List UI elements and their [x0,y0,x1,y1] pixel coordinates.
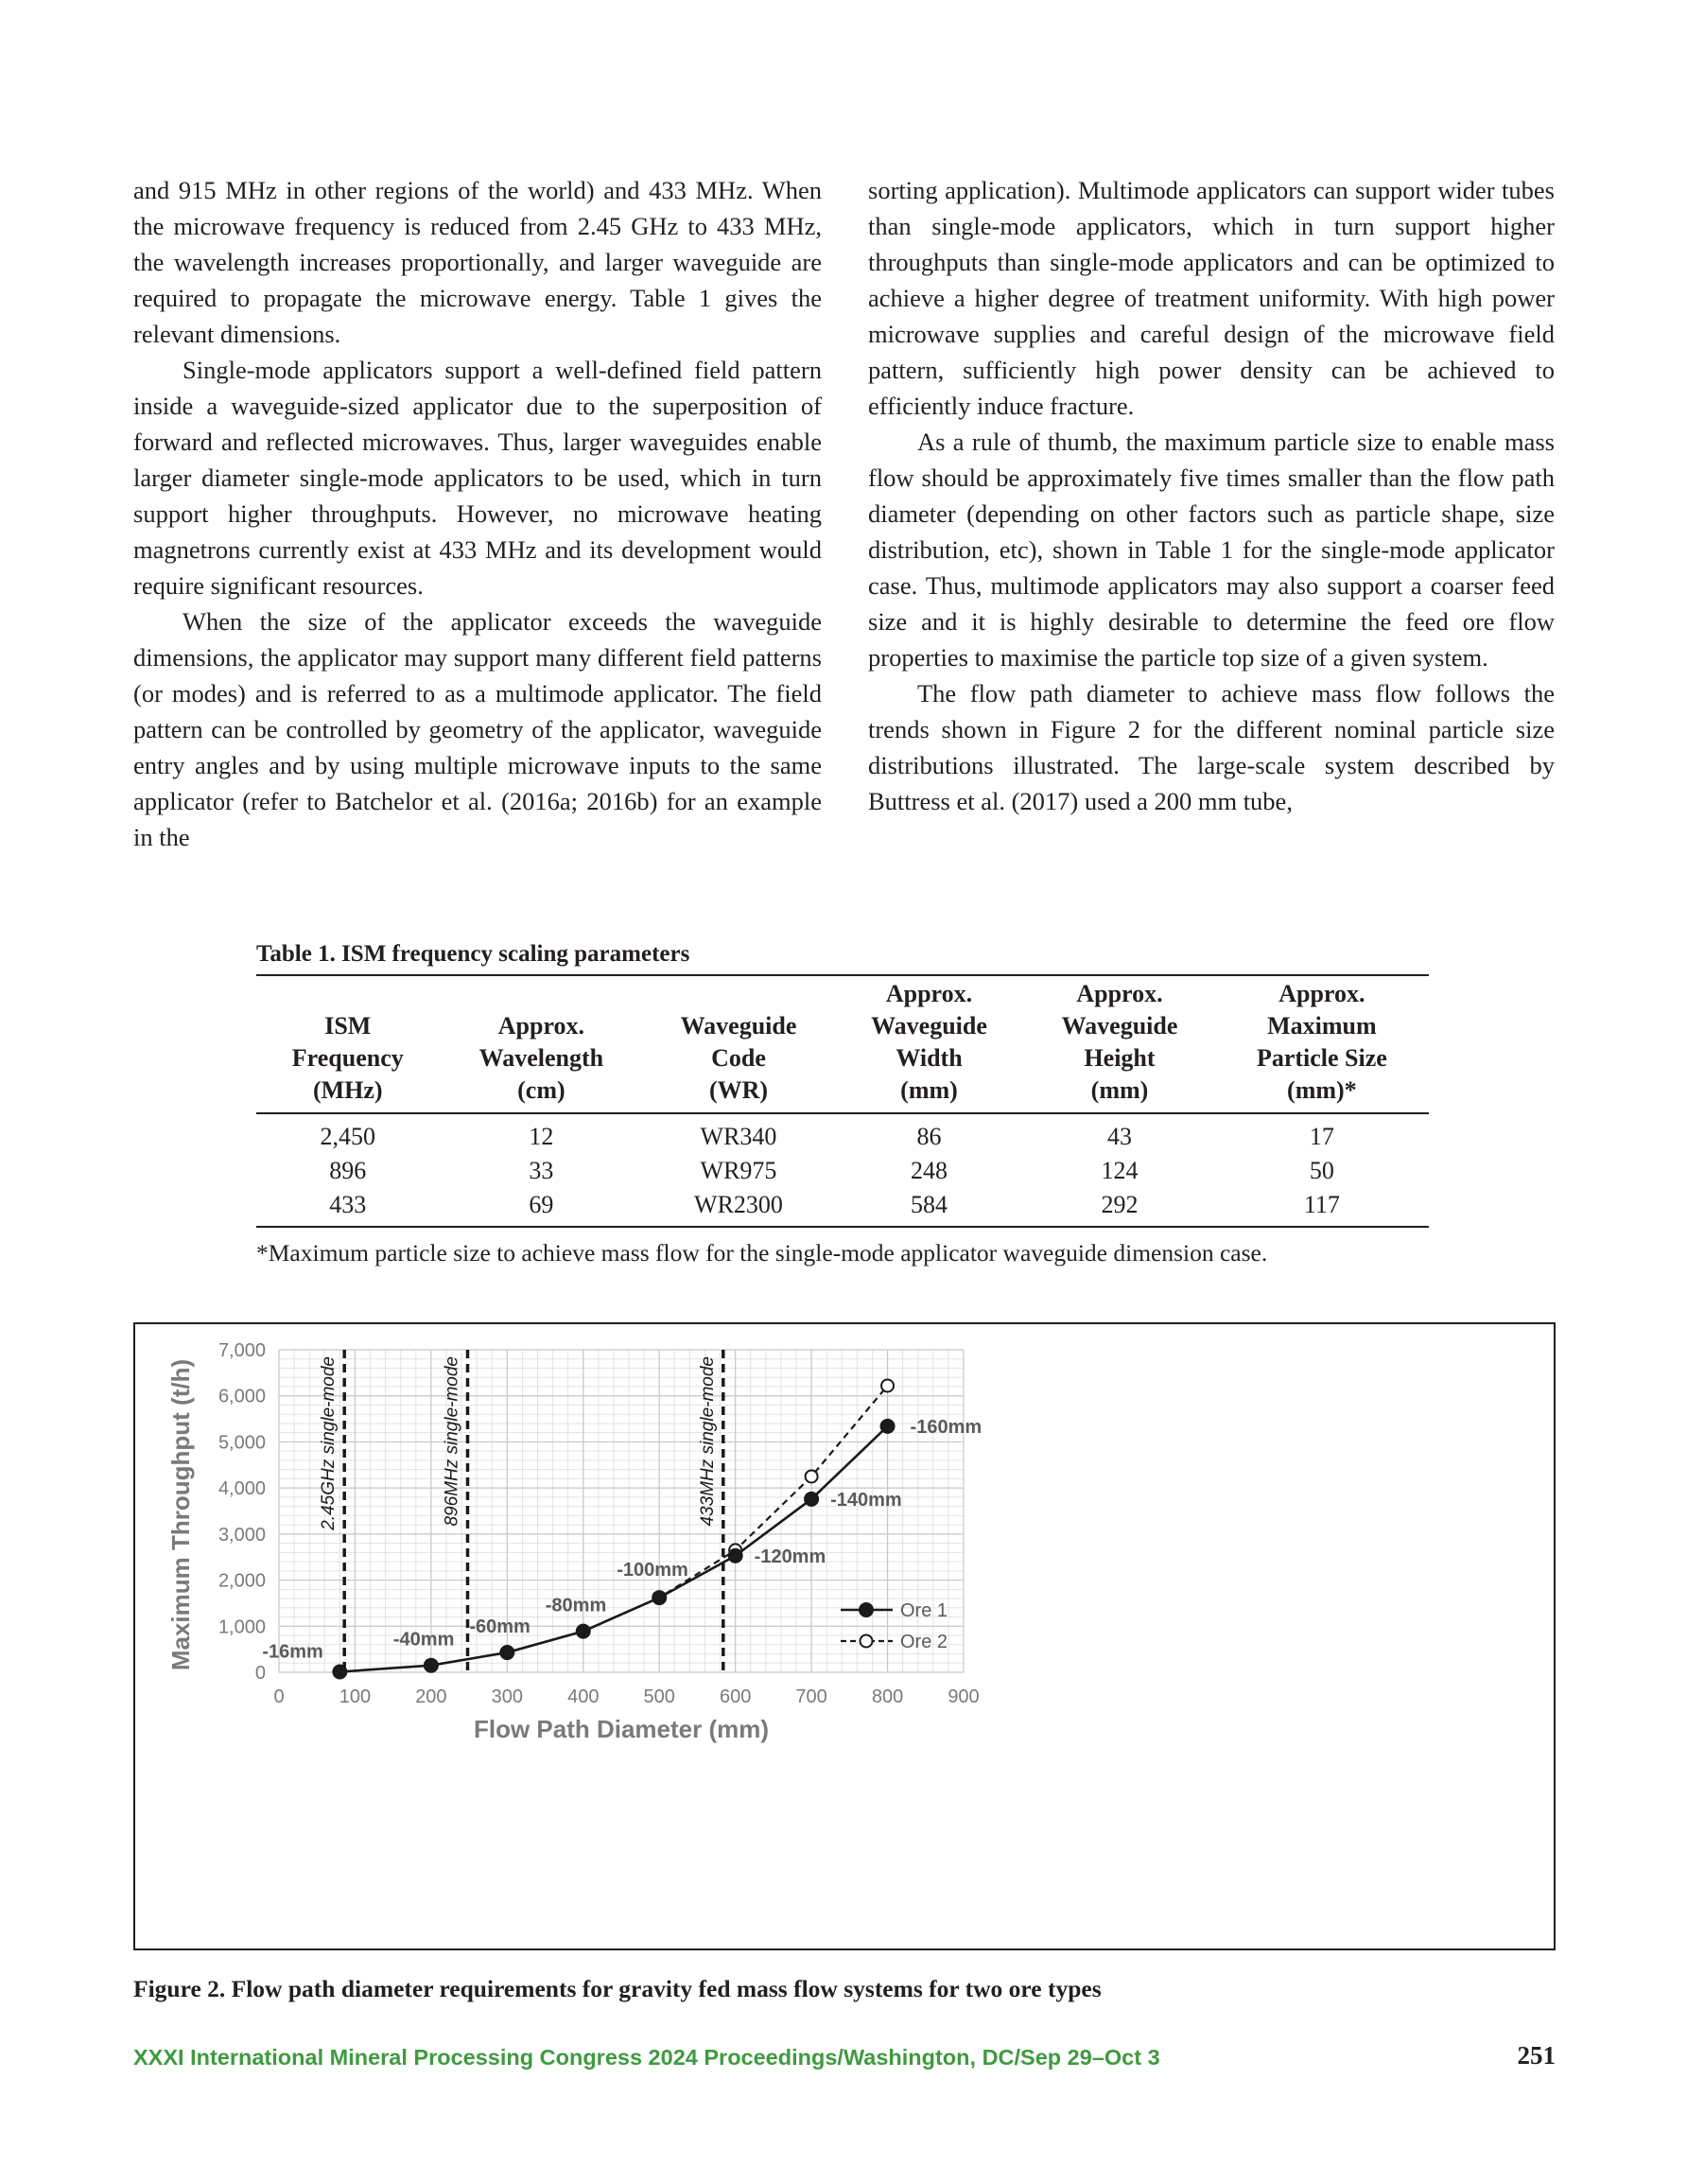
legend-ore-2-marker [861,1635,873,1648]
ore-2-point [881,1379,894,1391]
column-header-line: Waveguide [871,1012,987,1040]
footer-conference: XXXI International Mineral Processing Congress 2024 Proceedings/Washington, DC/Sep 29–Oct 3 [133,2045,1160,2070]
column-header-line: Maximum [1267,1012,1377,1040]
point-label: -40mm [392,1629,455,1651]
paragraph: The flow path diameter to achieve mass flow follows the trends shown in Figure 2 for the different nominal particle size distributions illustrated. The large-scale system described by Buttress et al. (2017) used a 200 mm tube, [868,679,1555,815]
table-cell: 2,450 [320,1123,376,1150]
legend-ore-1-marker [859,1602,874,1617]
ore-1-point [880,1419,896,1434]
ore-1-point [804,1492,819,1507]
table-cell: 248 [911,1157,948,1184]
column-header-line: (mm)* [1287,1076,1357,1104]
ore-2-point [806,1470,818,1482]
column-header-line: Wavelength [478,1044,604,1072]
table-row [256,1154,1429,1188]
table-cell: 86 [916,1123,942,1150]
column-header-line: (MHz) [312,1076,383,1104]
table-cell: WR340 [700,1123,777,1150]
column-header-line: (WR) [708,1076,769,1104]
paragraph: and 915 MHz in other regions of the world) and 433 MHz. When the microwave frequency is reduced from 2.45 GHz to 433 MHz, the wavelength increases proportionally, and larger waveguide are required to propagate the microwave energy. Table 1 gives the relevant dimensions. [133,176,822,348]
ore-1-point [576,1624,591,1639]
table-cell: 117 [1303,1191,1340,1218]
y-axis-label: Maximum Throughput (t/h) [166,1358,195,1671]
table-row [256,1113,1429,1154]
page-number: 251 [1517,2041,1556,2070]
waveguide-limit-label: 896MHz single-mode [442,1356,462,1527]
paragraph: When the size of the applicator exceeds the waveguide dimensions, the applicator may support many different field patterns (or modes) and is referred to as a multimode applicator. The field pattern can be controlled by geometry of the applicator, waveguide entry angles and by using multiple microwave inputs to the same applicator (refer to Batchelor et al. (2016a; 2016b) for an example in the [133,607,822,851]
right-text-column [868,172,1555,819]
column-header-line: Width [896,1044,963,1072]
left-text-column [133,172,822,855]
column-header [1215,975,1429,1113]
column-header [834,975,1025,1113]
table-cell: 292 [1101,1191,1139,1218]
point-label: -60mm [469,1616,530,1638]
throughput-chart [135,1324,1554,1948]
column-header-line: Height [1084,1044,1156,1072]
column-header-line: Code [711,1044,766,1072]
table-cell: 12 [529,1123,554,1150]
point-label: -120mm [754,1546,826,1567]
column-header-line: Frequency [291,1044,404,1072]
column-header-line: (mm) [900,1076,958,1104]
y-tick-label: 7,000 [217,1340,266,1361]
column-header [1024,975,1215,1113]
table-cell: 17 [1309,1123,1334,1150]
table-cell: WR2300 [694,1191,783,1218]
point-label: -100mm [617,1560,688,1581]
table-cell: 124 [1101,1157,1139,1184]
y-tick-label: 1,000 [217,1616,266,1638]
table-row [256,1188,1429,1227]
ore-1-point [728,1548,743,1564]
y-tick-label: 2,000 [217,1570,266,1592]
column-header [440,975,644,1113]
point-label: -16mm [262,1641,323,1663]
point-label: -140mm [830,1489,902,1511]
point-label: -160mm [910,1416,983,1438]
column-header-line: Approx. [885,980,973,1007]
y-tick-label: 5,000 [217,1432,266,1454]
column-header-line: Waveguide [680,1012,797,1040]
table-cell: 33 [529,1157,554,1184]
legend-ore-1-label: Ore 1 [900,1600,948,1621]
x-tick-label: 200 [415,1686,447,1707]
column-header-line: Approx. [1278,980,1365,1007]
table-cell: 433 [329,1191,367,1218]
table-1 [256,940,1429,1267]
x-tick-label: 600 [719,1686,752,1707]
table-title: Table 1. ISM frequency scaling parameters [256,941,690,967]
column-header-line: ISM [324,1012,372,1040]
table-cell: 43 [1107,1123,1132,1150]
paragraph: As a rule of thumb, the maximum particle size to enable mass flow should be approximately five times smaller than the flow path diameter (depending on other factors such as particle shape, size distribution, etc), shown in Table 1 for the single-mode applicator case. Thus, multimode applicators may also support a coarser feed size and it is highly desirable to determine the feed ore flow properties to maximise the particle top size of a given system. [868,428,1555,672]
y-tick-label: 6,000 [217,1386,266,1407]
column-header-line: Approx. [1076,980,1163,1007]
table-body [256,1113,1429,1227]
table-cell: 50 [1309,1157,1334,1184]
column-header-line: (cm) [517,1076,565,1104]
table-cell: 584 [911,1191,948,1218]
x-tick-label: 800 [871,1686,904,1707]
figure-2 [133,1322,1556,1950]
x-tick-label: 500 [643,1686,675,1707]
x-tick-label: 0 [273,1686,285,1707]
ore-1-point [332,1665,347,1680]
x-tick-label: 100 [339,1686,372,1707]
waveguide-limit-label: 2.45GHz single-mode [319,1356,339,1530]
column-header-line: (mm) [1090,1076,1149,1104]
x-axis-label: Flow Path Diameter (mm) [473,1715,770,1743]
x-tick-label: 900 [948,1686,980,1707]
point-label: -80mm [545,1595,607,1616]
table-cell: 896 [329,1157,367,1184]
table-note: *Maximum particle size to achieve mass flow for the single-mode applicator waveguide dimension case. [256,1239,1268,1267]
paragraph: Single-mode applicators support a well-defined field pattern inside a waveguide-sized applicator due to the superposition of forward and reflected microwaves. Thus, larger waveguides enable larger diameter single-mode applicators to be used, which in turn support higher throughputs. However, no microwave heating magnetrons currently exist at 433 MHz and its development would require significant resources. [133,356,822,600]
x-tick-label: 400 [567,1686,600,1707]
legend-ore-2-label: Ore 2 [900,1632,948,1652]
x-tick-label: 700 [795,1686,827,1707]
y-tick-label: 3,000 [217,1524,266,1546]
ore-1-point [424,1658,439,1673]
column-header [256,975,440,1113]
column-header-line: Approx. [497,1012,585,1040]
column-header-line: Particle Size [1256,1044,1387,1072]
table-cell: 69 [529,1191,554,1218]
ore-1-point [652,1590,667,1605]
x-tick-label: 300 [491,1686,524,1707]
table-cell: WR975 [700,1157,777,1184]
y-tick-label: 4,000 [217,1478,266,1500]
y-tick-label: 0 [254,1663,266,1684]
figure-caption: Figure 2. Flow path diameter requirements for gravity fed mass flow systems for two ore types [133,1975,1102,2002]
column-header [643,975,834,1113]
scaling-table [256,974,1429,1228]
ore-1-point [499,1645,514,1660]
waveguide-limit-label: 433MHz single-mode [697,1356,718,1527]
table-header-row [256,975,1429,1113]
column-header-line: Waveguide [1061,1012,1178,1040]
paragraph: sorting application). Multimode applicators can support wider tubes than single-mode applicators, which in turn support higher throughputs than single-mode applicators and can be optimized to achieve a higher degree of treatment uniformity. With high power microwave supplies and careful design of the microwave field pattern, sufficiently high power density can be achieved to efficiently induce fracture. [868,176,1555,420]
